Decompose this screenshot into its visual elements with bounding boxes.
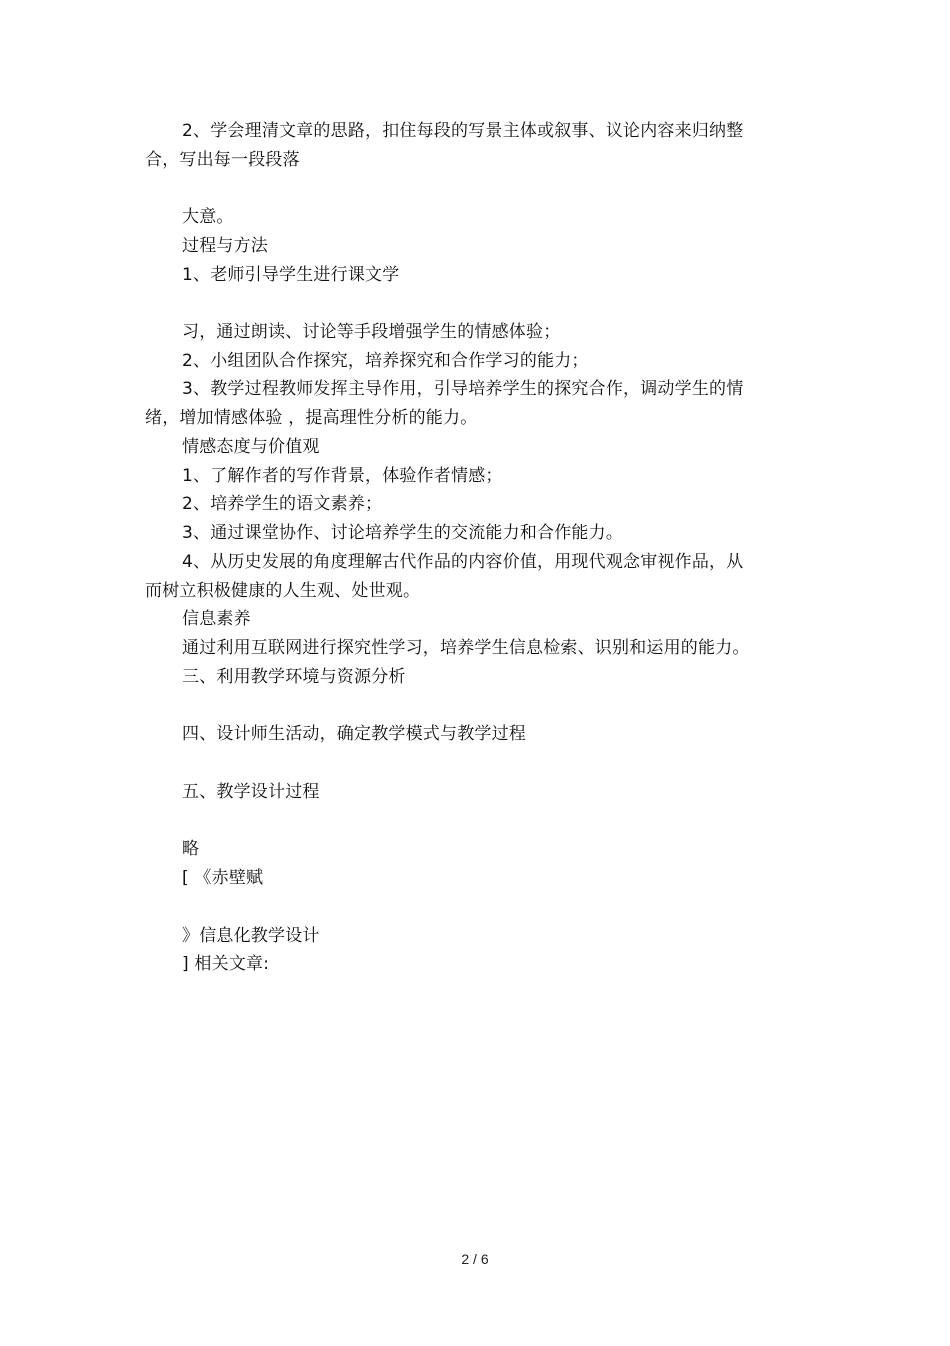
paragraph-line: 2、学会理清文章的思路，扣住每段的写景主体或叙事、议论内容来归纳整 bbox=[182, 121, 744, 141]
paragraph-line: 通过利用互联网进行探究性学习，培养学生信息检索、识别和运用的能力。 bbox=[182, 638, 750, 658]
paragraph-line: 1、老师引导学生进行课文学 bbox=[182, 265, 400, 285]
section-heading: 情感态度与价值观 bbox=[182, 437, 320, 457]
paragraph-line: 绪，增加情感体验 ，提高理性分析的能力。 bbox=[145, 408, 478, 428]
paragraph-line: 略 bbox=[182, 839, 200, 859]
paragraph-line: 而树立积极健康的人生观、处世观。 bbox=[145, 581, 421, 601]
section-heading: 信息素养 bbox=[182, 609, 251, 629]
paragraph-line: 》信息化教学设计 bbox=[182, 926, 320, 946]
section-heading: 四、设计师生活动，确定教学模式与教学过程 bbox=[182, 724, 526, 744]
section-heading: 三、利用教学环境与资源分析 bbox=[182, 667, 406, 687]
section-heading: 过程与方法 bbox=[182, 236, 268, 256]
section-heading: 五、教学设计过程 bbox=[182, 782, 320, 802]
paragraph-line: 4、从历史发展的角度理解古代作品的内容价值，用现代观念审视作品，从 bbox=[182, 552, 744, 572]
paragraph-line: 3、通过课堂协作、讨论培养学生的交流能力和合作能力。 bbox=[182, 523, 624, 543]
paragraph-line: 大意。 bbox=[182, 207, 234, 227]
paragraph-line: 合，写出每一段段落 bbox=[145, 150, 300, 170]
paragraph-line: 2、培养学生的语文素养； bbox=[182, 494, 383, 514]
page-number: 2 / 6 bbox=[461, 1251, 489, 1267]
paragraph-line: 3、教学过程教师发挥主导作用，引导培养学生的探究合作，调动学生的情 bbox=[182, 379, 744, 399]
paragraph-line: 1、了解作者的写作背景，体验作者情感； bbox=[182, 466, 503, 486]
paragraph-line: 2、小组团队合作探究，培养探究和合作学习的能力； bbox=[182, 351, 589, 371]
paragraph-line: [ 《赤壁赋 bbox=[182, 868, 264, 888]
paragraph-line: 习，通过朗读、讨论等手段增强学生的情感体验； bbox=[182, 322, 561, 342]
related-articles-label: ] 相关文章: bbox=[182, 954, 270, 974]
